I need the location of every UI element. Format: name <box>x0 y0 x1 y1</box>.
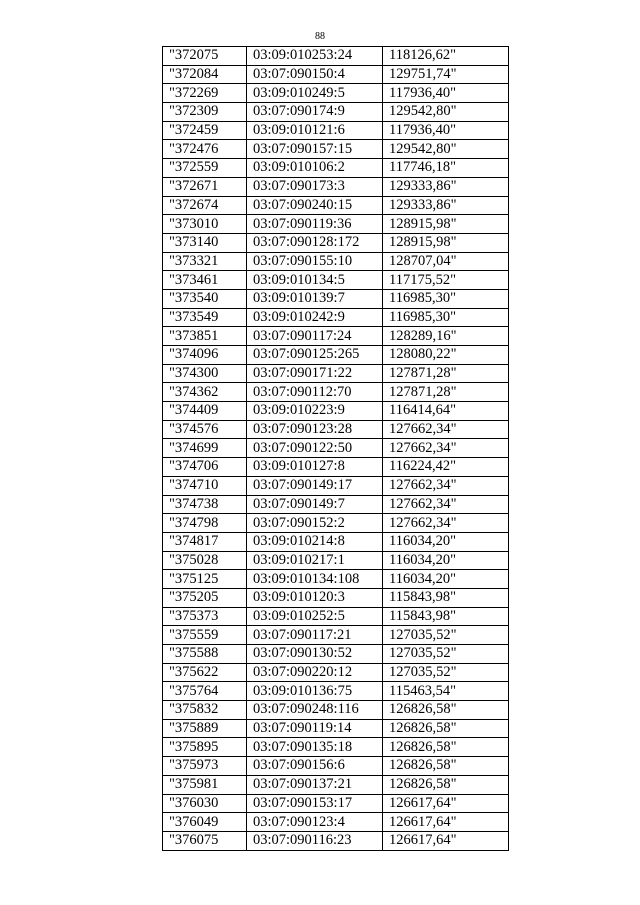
cadastral-number-cell: 03:07:090174:9 <box>247 103 383 122</box>
amount-cell: 128707,04" <box>383 252 509 271</box>
cadastral-number-cell: 03:07:090119:14 <box>247 719 383 738</box>
cadastral-number-cell: 03:09:010139:7 <box>247 289 383 308</box>
amount-cell: 116034,20" <box>383 551 509 570</box>
record-number-cell: "373461 <box>163 271 247 290</box>
cadastral-number-cell: 03:07:090240:15 <box>247 196 383 215</box>
record-number-cell: "375889 <box>163 719 247 738</box>
amount-cell: 129333,86" <box>383 196 509 215</box>
cadastral-number-cell: 03:09:010217:1 <box>247 551 383 570</box>
table-row <box>163 663 509 682</box>
amount-cell: 115843,98" <box>383 607 509 626</box>
cadastral-number-cell: 03:07:090149:7 <box>247 495 383 514</box>
table-row <box>163 383 509 402</box>
cadastral-number-cell: 03:07:090150:4 <box>247 65 383 84</box>
record-number-cell: "375981 <box>163 775 247 794</box>
table-row <box>163 289 509 308</box>
amount-cell: 117746,18" <box>383 159 509 178</box>
cadastral-number-cell: 03:07:090155:10 <box>247 252 383 271</box>
amount-cell: 117936,40" <box>383 84 509 103</box>
table-row <box>163 532 509 551</box>
table-row <box>163 346 509 365</box>
table-row <box>163 514 509 533</box>
cadastral-number-cell: 03:07:090171:22 <box>247 364 383 383</box>
record-number-cell: "373540 <box>163 289 247 308</box>
record-number-cell: "374096 <box>163 346 247 365</box>
amount-cell: 129751,74" <box>383 65 509 84</box>
table-row <box>163 196 509 215</box>
table-row <box>163 252 509 271</box>
amount-cell: 127035,52" <box>383 626 509 645</box>
record-number-cell: "374409 <box>163 402 247 421</box>
table-row <box>163 588 509 607</box>
record-number-cell: "375895 <box>163 738 247 757</box>
record-number-cell: "375373 <box>163 607 247 626</box>
record-number-cell: "375205 <box>163 588 247 607</box>
record-number-cell: "373140 <box>163 233 247 252</box>
cadastral-number-cell: 03:07:090130:52 <box>247 645 383 664</box>
table-row <box>163 327 509 346</box>
cadastral-number-cell: 03:09:010121:6 <box>247 121 383 140</box>
table-row <box>163 813 509 832</box>
record-number-cell: "373010 <box>163 215 247 234</box>
table-row <box>163 103 509 122</box>
record-number-cell: "374362 <box>163 383 247 402</box>
amount-cell: 116985,30" <box>383 289 509 308</box>
record-number-cell: "374706 <box>163 458 247 477</box>
amount-cell: 128289,16" <box>383 327 509 346</box>
cadastral-number-cell: 03:09:010249:5 <box>247 84 383 103</box>
cadastral-number-cell: 03:07:090135:18 <box>247 738 383 757</box>
table-row <box>163 551 509 570</box>
amount-cell: 126826,58" <box>383 757 509 776</box>
cadastral-number-cell: 03:07:090116:23 <box>247 831 383 850</box>
amount-cell: 128915,98" <box>383 233 509 252</box>
cadastral-number-cell: 03:07:090156:6 <box>247 757 383 776</box>
amount-cell: 127662,34" <box>383 420 509 439</box>
cadastral-number-cell: 03:09:010223:9 <box>247 402 383 421</box>
cadastral-number-cell: 03:07:090173:3 <box>247 177 383 196</box>
table-row <box>163 364 509 383</box>
table-row <box>163 271 509 290</box>
table-row <box>163 719 509 738</box>
record-number-cell: "375588 <box>163 645 247 664</box>
amount-cell: 117175,52" <box>383 271 509 290</box>
record-number-cell: "376030 <box>163 794 247 813</box>
amount-cell: 116985,30" <box>383 308 509 327</box>
record-number-cell: "375028 <box>163 551 247 570</box>
amount-cell: 128080,22" <box>383 346 509 365</box>
cadastral-number-cell: 03:09:010120:3 <box>247 588 383 607</box>
amount-cell: 116224,42" <box>383 458 509 477</box>
cadastral-number-cell: 03:09:010136:75 <box>247 682 383 701</box>
record-number-cell: "375125 <box>163 570 247 589</box>
cadastral-number-cell: 03:09:010214:8 <box>247 532 383 551</box>
amount-cell: 117936,40" <box>383 121 509 140</box>
table-row <box>163 794 509 813</box>
record-number-cell: "373321 <box>163 252 247 271</box>
table-row <box>163 84 509 103</box>
table-row <box>163 177 509 196</box>
cadastral-number-cell: 03:07:090137:21 <box>247 775 383 794</box>
table-body <box>163 47 509 851</box>
table-row <box>163 47 509 66</box>
amount-cell: 116034,20" <box>383 570 509 589</box>
record-number-cell: "374798 <box>163 514 247 533</box>
cadastral-number-cell: 03:09:010252:5 <box>247 607 383 626</box>
table-row <box>163 775 509 794</box>
table-row <box>163 458 509 477</box>
table-row <box>163 645 509 664</box>
record-number-cell: "373851 <box>163 327 247 346</box>
cadastral-number-cell: 03:07:090117:24 <box>247 327 383 346</box>
record-number-cell: "376049 <box>163 813 247 832</box>
amount-cell: 127035,52" <box>383 663 509 682</box>
table-row <box>163 738 509 757</box>
cadastral-number-cell: 03:07:090248:116 <box>247 701 383 720</box>
record-number-cell: "373549 <box>163 308 247 327</box>
table-row <box>163 682 509 701</box>
record-number-cell: "375973 <box>163 757 247 776</box>
cadastral-number-cell: 03:09:010134:108 <box>247 570 383 589</box>
record-number-cell: "372084 <box>163 65 247 84</box>
amount-cell: 128915,98" <box>383 215 509 234</box>
amount-cell: 126617,64" <box>383 831 509 850</box>
amount-cell: 127662,34" <box>383 476 509 495</box>
amount-cell: 129333,86" <box>383 177 509 196</box>
table-row <box>163 495 509 514</box>
record-number-cell: "376075 <box>163 831 247 850</box>
record-number-cell: "374817 <box>163 532 247 551</box>
cadastral-number-cell: 03:09:010242:9 <box>247 308 383 327</box>
record-number-cell: "372075 <box>163 47 247 66</box>
record-number-cell: "374710 <box>163 476 247 495</box>
record-number-cell: "372671 <box>163 177 247 196</box>
amount-cell: 127871,28" <box>383 383 509 402</box>
cadastral-number-cell: 03:07:090117:21 <box>247 626 383 645</box>
cadastral-number-cell: 03:09:010253:24 <box>247 47 383 66</box>
cadastral-number-cell: 03:09:010127:8 <box>247 458 383 477</box>
table-row <box>163 402 509 421</box>
table-row <box>163 570 509 589</box>
amount-cell: 129542,80" <box>383 140 509 159</box>
cadastral-number-cell: 03:07:090220:12 <box>247 663 383 682</box>
cadastral-number-cell: 03:07:090153:17 <box>247 794 383 813</box>
record-number-cell: "372459 <box>163 121 247 140</box>
table-row <box>163 140 509 159</box>
table-row <box>163 420 509 439</box>
cadastral-number-cell: 03:07:090128:172 <box>247 233 383 252</box>
record-number-cell: "375622 <box>163 663 247 682</box>
amount-cell: 126826,58" <box>383 719 509 738</box>
cadastral-number-cell: 03:07:090149:17 <box>247 476 383 495</box>
cadastral-number-cell: 03:07:090123:4 <box>247 813 383 832</box>
table-row <box>163 215 509 234</box>
record-number-cell: "375832 <box>163 701 247 720</box>
amount-cell: 126826,58" <box>383 738 509 757</box>
table-row <box>163 233 509 252</box>
record-number-cell: "374738 <box>163 495 247 514</box>
table-row <box>163 831 509 850</box>
table-row <box>163 607 509 626</box>
amount-cell: 116414,64" <box>383 402 509 421</box>
cadastral-number-cell: 03:07:090152:2 <box>247 514 383 533</box>
amount-cell: 116034,20" <box>383 532 509 551</box>
amount-cell: 127662,34" <box>383 495 509 514</box>
amount-cell: 126826,58" <box>383 701 509 720</box>
data-table <box>162 46 509 851</box>
record-number-cell: "372674 <box>163 196 247 215</box>
cadastral-number-cell: 03:07:090112:70 <box>247 383 383 402</box>
cadastral-number-cell: 03:09:010134:5 <box>247 271 383 290</box>
table-row <box>163 626 509 645</box>
table-row <box>163 701 509 720</box>
table-row <box>163 439 509 458</box>
table-row <box>163 476 509 495</box>
cadastral-number-cell: 03:09:010106:2 <box>247 159 383 178</box>
record-number-cell: "372559 <box>163 159 247 178</box>
cadastral-number-cell: 03:07:090125:265 <box>247 346 383 365</box>
amount-cell: 115463,54" <box>383 682 509 701</box>
table-row <box>163 159 509 178</box>
record-number-cell: "374699 <box>163 439 247 458</box>
cadastral-number-cell: 03:07:090122:50 <box>247 439 383 458</box>
record-number-cell: "375559 <box>163 626 247 645</box>
amount-cell: 126617,64" <box>383 813 509 832</box>
table-row <box>163 308 509 327</box>
record-number-cell: "372309 <box>163 103 247 122</box>
amount-cell: 115843,98" <box>383 588 509 607</box>
table-row <box>163 757 509 776</box>
page-number: 88 <box>315 31 325 42</box>
cadastral-number-cell: 03:07:090123:28 <box>247 420 383 439</box>
record-number-cell: "372269 <box>163 84 247 103</box>
amount-cell: 126617,64" <box>383 794 509 813</box>
amount-cell: 127662,34" <box>383 514 509 533</box>
record-number-cell: "374576 <box>163 420 247 439</box>
amount-cell: 127871,28" <box>383 364 509 383</box>
record-number-cell: "372476 <box>163 140 247 159</box>
amount-cell: 127662,34" <box>383 439 509 458</box>
record-number-cell: "375764 <box>163 682 247 701</box>
amount-cell: 118126,62" <box>383 47 509 66</box>
table-row <box>163 65 509 84</box>
cadastral-number-cell: 03:07:090157:15 <box>247 140 383 159</box>
table-row <box>163 121 509 140</box>
cadastral-number-cell: 03:07:090119:36 <box>247 215 383 234</box>
amount-cell: 129542,80" <box>383 103 509 122</box>
amount-cell: 127035,52" <box>383 645 509 664</box>
record-number-cell: "374300 <box>163 364 247 383</box>
amount-cell: 126826,58" <box>383 775 509 794</box>
